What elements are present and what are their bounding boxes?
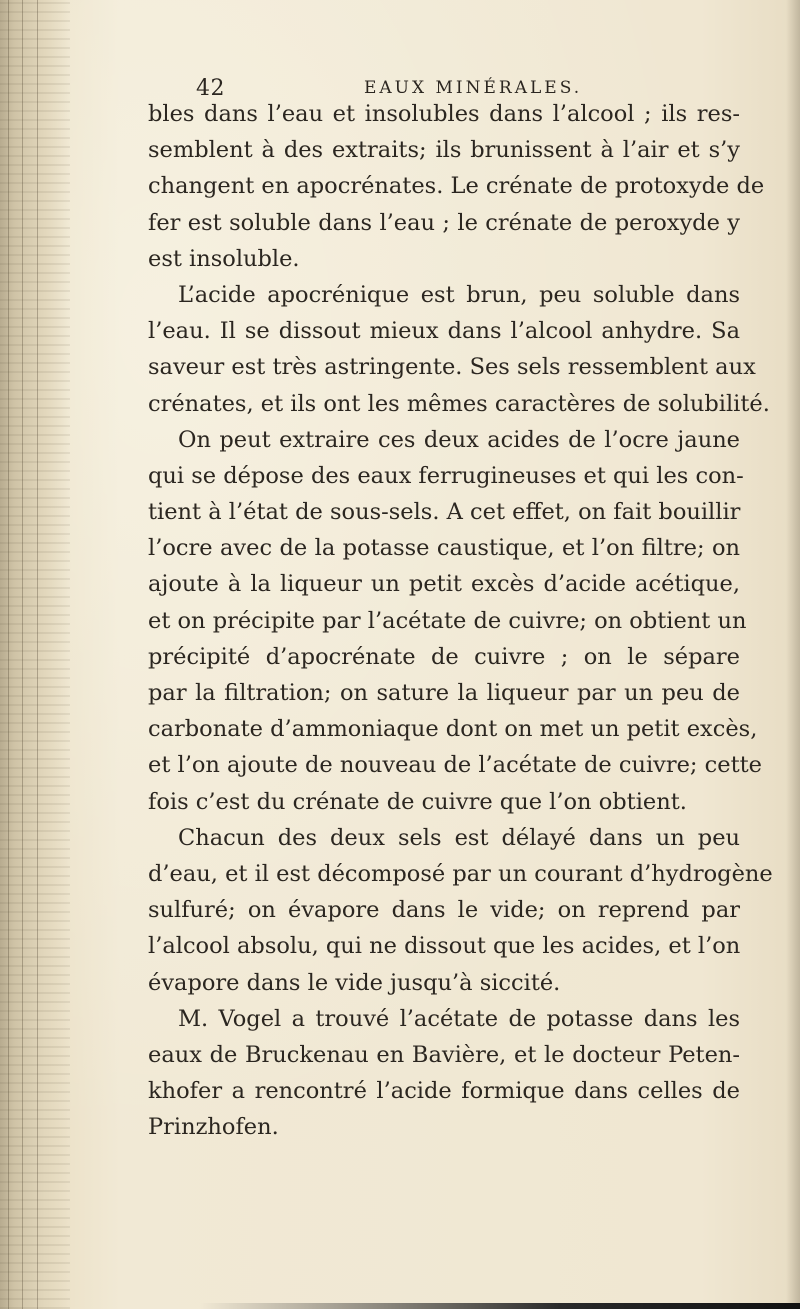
text-line: l’alcool absolu, qui ne dissout que les acides, et l’on bbox=[148, 933, 741, 960]
text-line: et on précipite par l’acétate de cuivre; on obtient un bbox=[148, 607, 747, 634]
text-line: On peut extraire ces deux acides de l’ocre jaune bbox=[178, 426, 740, 453]
text-line: eaux de Bruckenau en Bavière, et le docteur Peten- bbox=[148, 1041, 740, 1068]
text-line: et l’on ajoute de nouveau de l’acétate de cuivre; cette bbox=[148, 752, 762, 779]
text-line: Prinzhofen. bbox=[148, 1114, 279, 1141]
binding-gutter bbox=[0, 0, 70, 1309]
gutter-line bbox=[8, 0, 9, 1309]
text-line: ajoute à la liqueur un petit excès d’acide acétique, bbox=[148, 571, 740, 598]
page-right-edge bbox=[786, 0, 800, 1309]
text-line: l’eau. Il se dissout mieux dans l’alcool anhydre. Sa bbox=[148, 318, 740, 345]
text-line: carbonate d’ammoniaque dont on met un petit excès, bbox=[148, 716, 758, 743]
text-line: fer est soluble dans l’eau ; le crénate de peroxyde y bbox=[148, 209, 740, 236]
running-head-title: EAUX MINÉRALES. bbox=[364, 78, 583, 98]
text-line: sulfuré; on évapore dans le vide; on reprend par bbox=[148, 897, 740, 924]
text-line: changent en apocrénates. Le crénate de protoxyde de bbox=[148, 173, 765, 200]
text-line: par la filtration; on sature la liqueur par un peu de bbox=[148, 680, 740, 706]
text-line: L’acide apocrénique est brun, peu soluble dans bbox=[178, 281, 740, 308]
text-line: saveur est très astringente. Ses sels ressemblent aux bbox=[148, 354, 756, 381]
text-line: tient à l’état de sous-sels. A cet effet, on fait bouillir bbox=[148, 499, 741, 526]
text-line: Chacun des deux sels est délayé dans un peu bbox=[178, 824, 740, 851]
body-text bbox=[148, 96, 773, 1145]
text-line: khofer a rencontré l’acide formique dans celles de bbox=[148, 1078, 740, 1105]
gutter-line bbox=[22, 0, 23, 1309]
text-line: bles dans l’eau et insolubles dans l’alcool ; ils res- bbox=[148, 101, 740, 127]
page-number: 42 bbox=[196, 76, 225, 101]
text-line: M. Vogel a trouvé l’acétate de potasse dans les bbox=[178, 1005, 740, 1032]
text-line: qui se dépose des eaux ferrugineuses et qui les con- bbox=[148, 462, 744, 489]
text-line: l’ocre avec de la potasse caustique, et l’on filtre; on bbox=[148, 535, 740, 562]
text-line: est insoluble. bbox=[148, 245, 300, 272]
page-bottom-edge bbox=[200, 1303, 800, 1309]
gutter-line bbox=[37, 0, 38, 1309]
text-line: semblent à des extraits; ils brunissent à l’air et s’y bbox=[148, 137, 740, 164]
text-line: d’eau, et il est décomposé par un courant d’hydrogène bbox=[148, 860, 773, 887]
text-line: crénates, et ils ont les mêmes caractères de solubilité. bbox=[148, 390, 770, 417]
text-line: fois c’est du crénate de cuivre que l’on obtient. bbox=[148, 788, 687, 815]
text-line: précipité d’apocrénate de cuivre ; on le sépare bbox=[148, 643, 740, 670]
text-line: évapore dans le vide jusqu’à siccité. bbox=[148, 969, 561, 996]
